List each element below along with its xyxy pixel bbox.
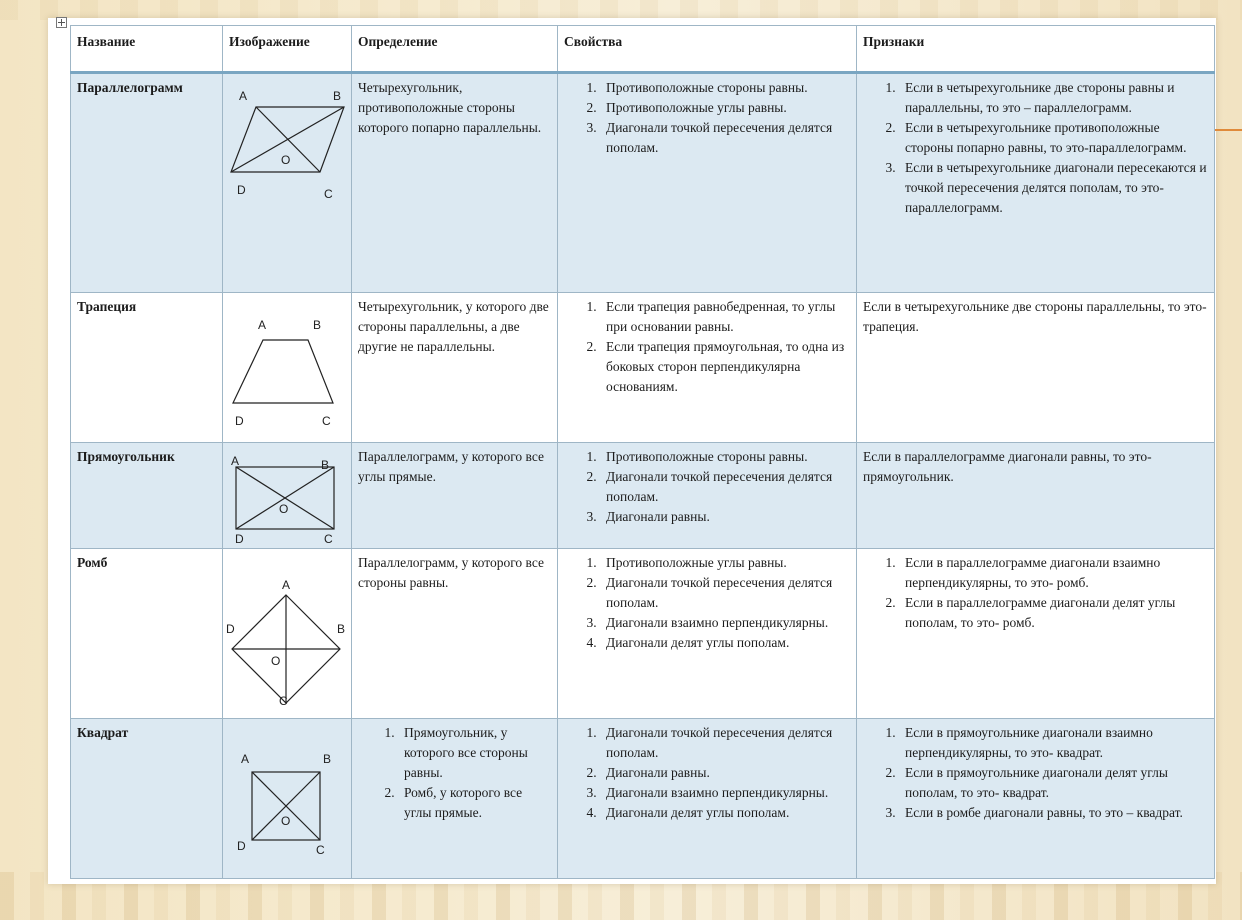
property-item: 3. Диагонали точкой пересечения делятся пополам. xyxy=(600,118,850,158)
header-image: Изображение xyxy=(223,26,352,73)
row-name: Прямоугольник xyxy=(71,443,223,549)
row-image xyxy=(223,293,352,443)
vertex-label-c: C xyxy=(316,843,325,857)
center-label-o: O xyxy=(271,654,281,668)
property-item: 4. Диагонали делят углы пополам. xyxy=(600,633,850,653)
property-item: 1. Противоположные стороны равны. xyxy=(600,78,850,98)
center-label-o: O xyxy=(281,153,291,167)
definition-item: 2. Ромб, у которого все углы прямые. xyxy=(398,783,551,823)
property-item: 1. Если трапеция равнобедренная, то углы при основании равны. xyxy=(600,297,850,337)
header-name: Название xyxy=(71,26,223,73)
vertex-label-a: A xyxy=(241,752,250,766)
center-label-o: O xyxy=(279,502,289,516)
criteria-item: 1. Если в четырехугольнике две стороны равны и параллельны, то это – параллелограмм. xyxy=(899,78,1208,118)
row-definition: Параллелограмм, у которого все углы прямые. xyxy=(352,443,558,549)
criteria-item: 1. Если в прямоугольнике диагонали взаимно перпендикулярны, то это- квадрат. xyxy=(899,723,1208,763)
background-top-stripes xyxy=(0,0,1242,20)
criteria-item: 2. Если в параллелограмме диагонали делят углы пополам, то это- ромб. xyxy=(899,593,1208,633)
vertex-label-d: D xyxy=(226,622,235,636)
row-image xyxy=(223,719,352,879)
vertex-label-d: D xyxy=(237,839,246,853)
criteria-item: 3. Если в четырехугольнике диагонали пересекаются и точкой пересечения делятся пополам, то это-параллелограмм. xyxy=(899,158,1208,218)
row-name: Параллелограмм xyxy=(71,73,223,293)
vertex-label-b: B xyxy=(321,458,330,472)
trapezoid-figure xyxy=(223,293,351,441)
vertex-label-b: B xyxy=(333,89,342,103)
row-criteria xyxy=(857,73,1215,293)
row-criteria: Если в четырехугольнике две стороны параллельны, то это- трапеция. xyxy=(857,293,1215,443)
square-figure xyxy=(223,719,351,877)
vertex-label-d: D xyxy=(235,414,244,428)
table-row-rhombus xyxy=(71,549,1215,719)
table-row-rectangle xyxy=(71,443,1215,549)
vertex-label-c: C xyxy=(279,694,288,708)
row-image xyxy=(223,549,352,719)
property-item: 2. Диагонали равны. xyxy=(600,763,850,783)
row-definition: Четырехугольник, противоположные стороны которого попарно параллельны. xyxy=(352,73,558,293)
row-criteria xyxy=(857,549,1215,719)
table-row-square xyxy=(71,719,1215,879)
row-name: Трапеция xyxy=(71,293,223,443)
table-row-trapezoid xyxy=(71,293,1215,443)
definition-item: 1. Прямоугольник, у которого все стороны равны. xyxy=(398,723,551,783)
vertex-label-a: A xyxy=(239,89,248,103)
row-image xyxy=(223,443,352,549)
orange-accent-line xyxy=(1215,129,1242,131)
header-criteria: Признаки xyxy=(857,26,1215,73)
vertex-label-b: B xyxy=(313,318,322,332)
row-definition xyxy=(352,719,558,879)
property-item: 4. Диагонали делят углы пополам. xyxy=(600,803,850,823)
property-item: 2. Диагонали точкой пересечения делятся пополам. xyxy=(600,467,850,507)
rectangle-figure xyxy=(223,443,351,547)
vertex-label-b: B xyxy=(337,622,346,636)
property-item: 3. Диагонали равны. xyxy=(600,507,850,527)
table-move-handle-icon[interactable] xyxy=(56,17,67,28)
parallelogram-figure xyxy=(223,74,351,274)
row-properties xyxy=(558,73,857,293)
header-properties: Свойства xyxy=(558,26,857,73)
vertex-label-a: A xyxy=(231,454,240,468)
rhombus-figure xyxy=(223,549,351,717)
property-item: 2. Противоположные углы равны. xyxy=(600,98,850,118)
vertex-label-a: A xyxy=(282,578,291,592)
vertex-label-c: C xyxy=(324,187,333,201)
vertex-label-d: D xyxy=(237,183,246,197)
row-criteria xyxy=(857,719,1215,879)
row-criteria: Если в параллелограмме диагонали равны, то это- прямоугольник. xyxy=(857,443,1215,549)
row-name: Ромб xyxy=(71,549,223,719)
criteria-item: 2. Если в прямоугольнике диагонали делят углы пополам, то это- квадрат. xyxy=(899,763,1208,803)
row-properties xyxy=(558,443,857,549)
quadrilaterals-table xyxy=(70,25,1215,879)
property-item: 2. Если трапеция прямоугольная, то одна из боковых сторон перпендикулярна основаниям. xyxy=(600,337,850,397)
property-item: 3. Диагонали взаимно перпендикулярны. xyxy=(600,783,850,803)
vertex-label-b: B xyxy=(323,752,332,766)
table-row-parallelogram xyxy=(71,73,1215,293)
row-image xyxy=(223,73,352,293)
row-properties xyxy=(558,549,857,719)
criteria-item: 2. Если в четырехугольнике противоположные стороны попарно равны, то это-параллелограмм. xyxy=(899,118,1208,158)
table-header-row xyxy=(71,26,1215,73)
vertex-label-c: C xyxy=(324,532,333,546)
row-name: Квадрат xyxy=(71,719,223,879)
criteria-item: 3. Если в ромбе диагонали равны, то это – квадрат. xyxy=(899,803,1208,823)
criteria-item: 1. Если в параллелограмме диагонали взаимно перпендикулярны, то это- ромб. xyxy=(899,553,1208,593)
center-label-o: O xyxy=(281,814,291,828)
row-properties xyxy=(558,719,857,879)
vertex-label-c: C xyxy=(322,414,331,428)
row-properties xyxy=(558,293,857,443)
vertex-label-a: A xyxy=(258,318,267,332)
vertex-label-d: D xyxy=(235,532,244,546)
property-item: 1. Противоположные стороны равны. xyxy=(600,447,850,467)
property-item: 1. Противоположные углы равны. xyxy=(600,553,850,573)
row-definition: Четырехугольник, у которого две стороны параллельны, а две другие не параллельны. xyxy=(352,293,558,443)
header-definition: Определение xyxy=(352,26,558,73)
row-definition: Параллелограмм, у которого все стороны равны. xyxy=(352,549,558,719)
property-item: 3. Диагонали взаимно перпендикулярны. xyxy=(600,613,850,633)
property-item: 2. Диагонали точкой пересечения делятся пополам. xyxy=(600,573,850,613)
property-item: 1. Диагонали точкой пересечения делятся пополам. xyxy=(600,723,850,763)
